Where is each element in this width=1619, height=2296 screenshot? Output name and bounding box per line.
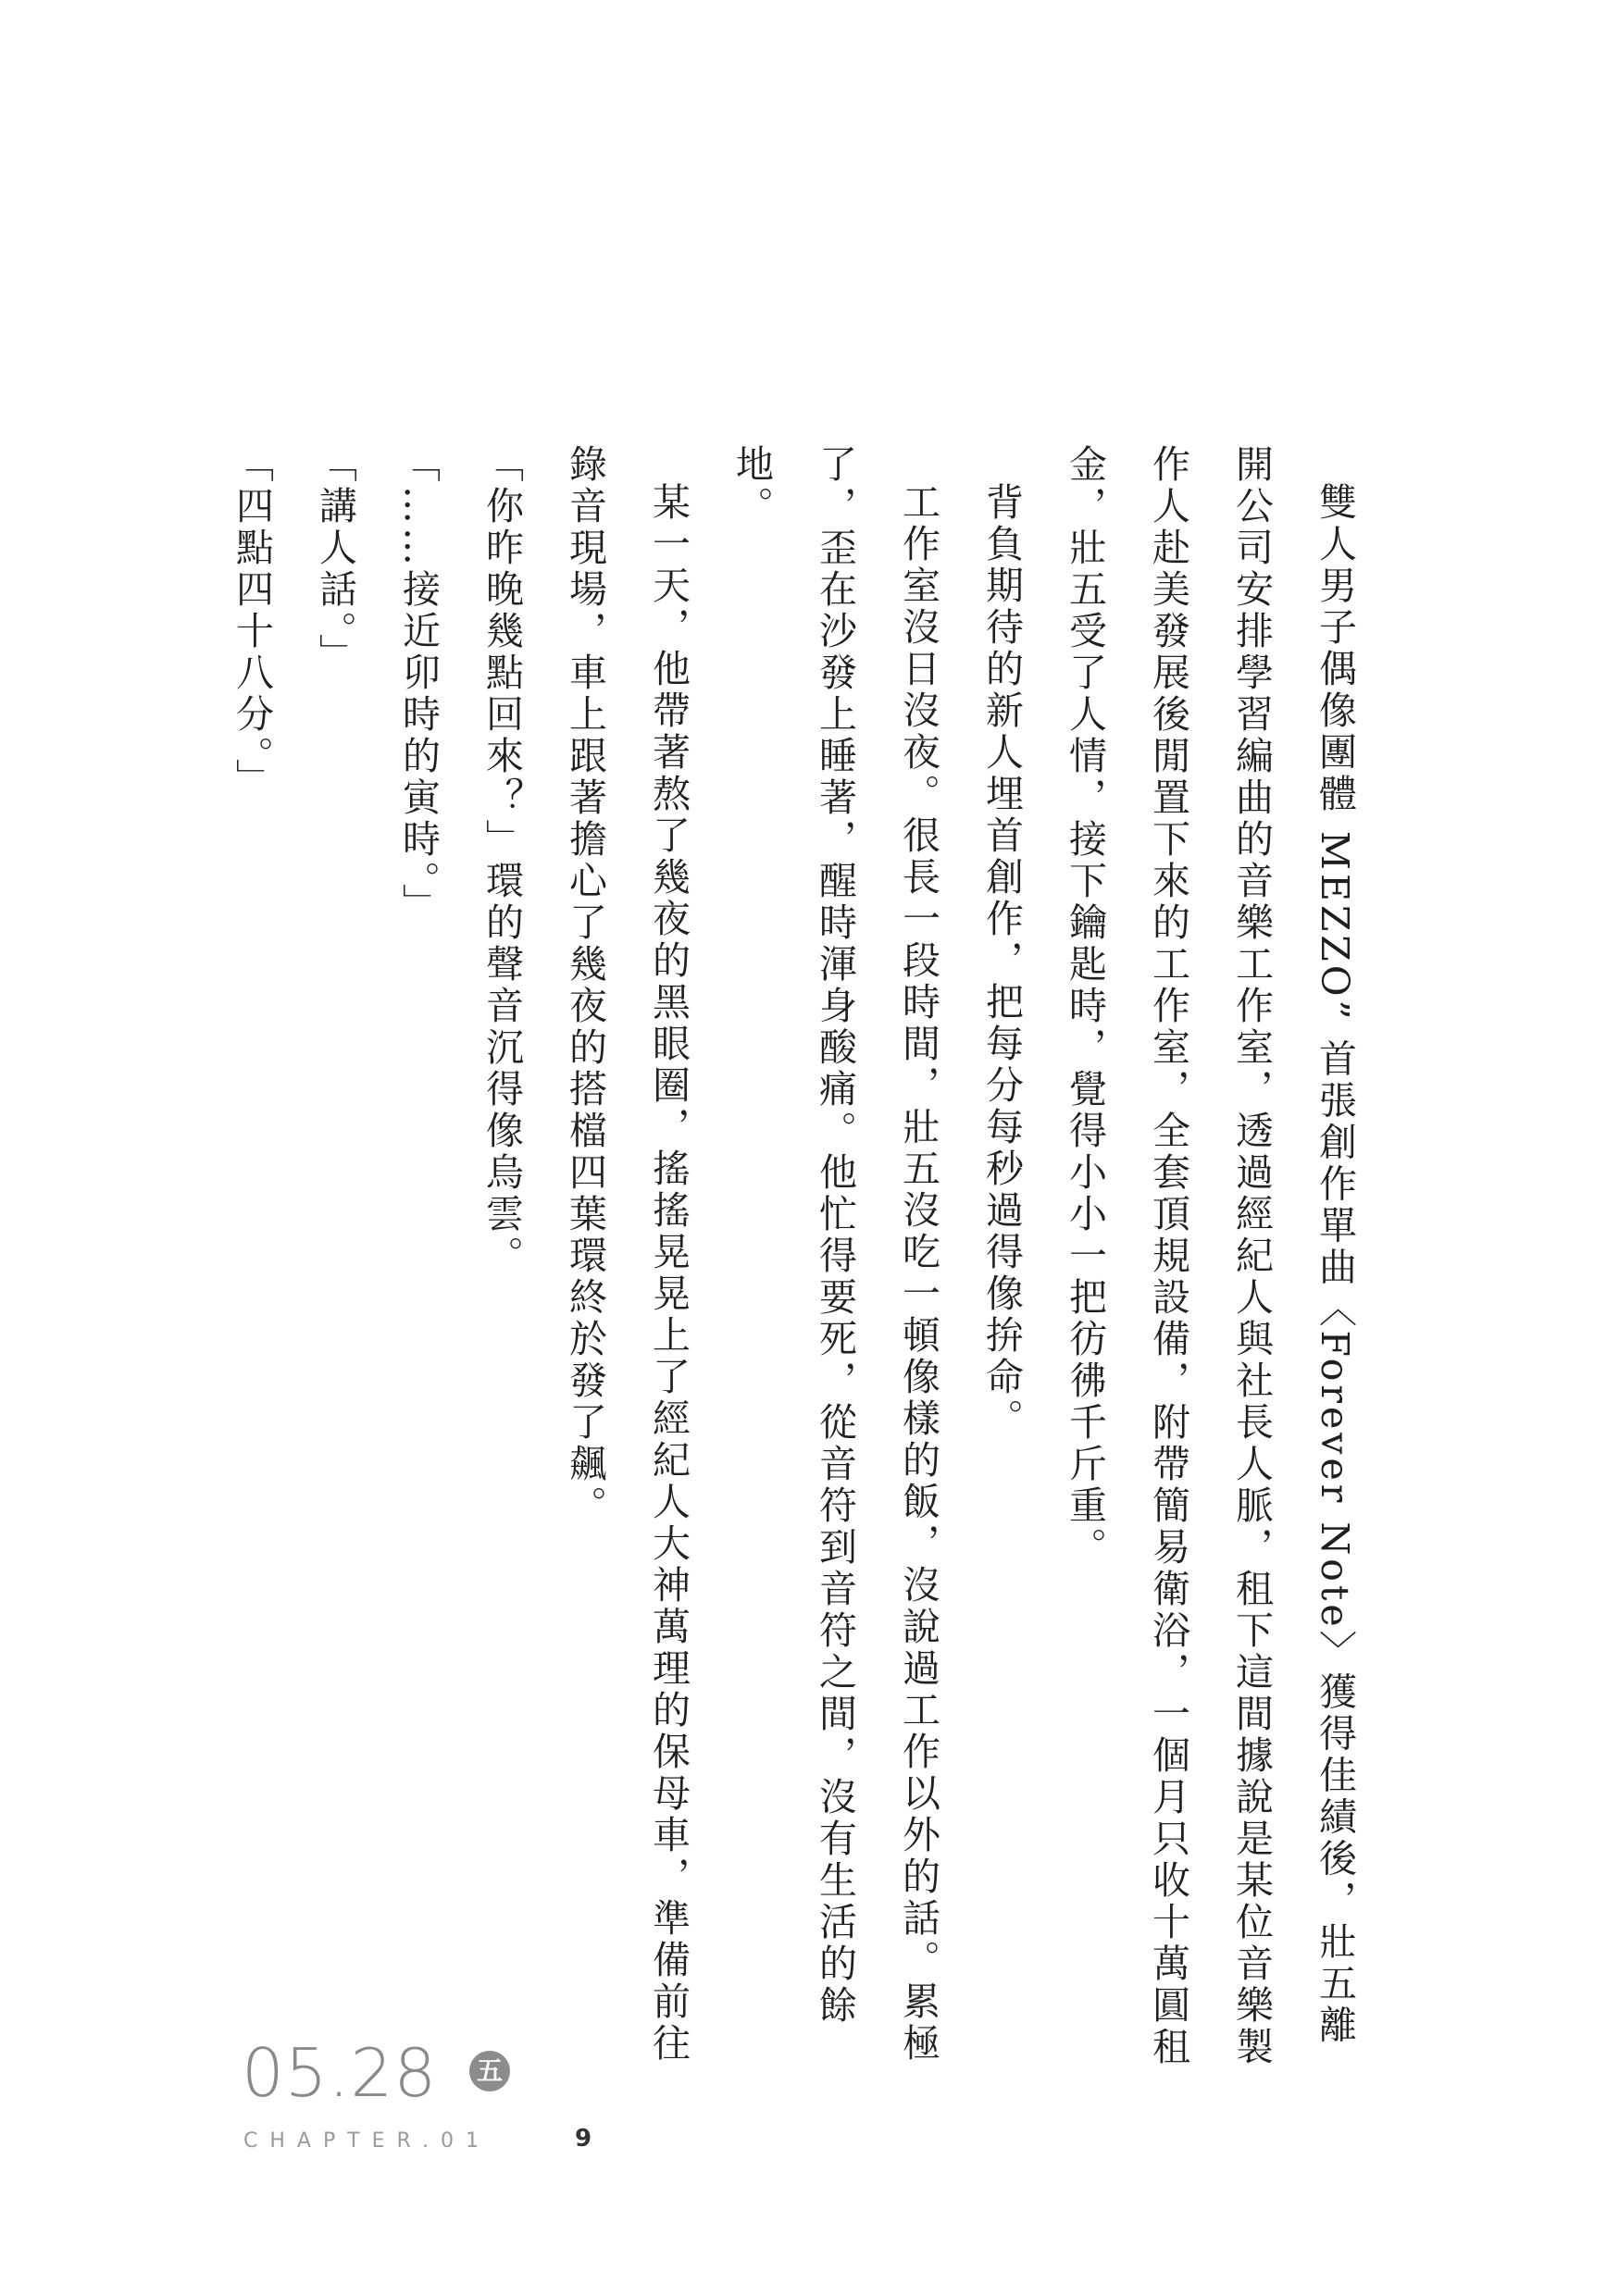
page-number: 9 [575, 2125, 592, 2153]
paragraph-2: 背負期待的新人埋首創作，把每分每秒過得像拚命。 [979, 482, 1024, 1440]
dialogue-2: 「……接近卯時的寅時。」 [396, 444, 441, 925]
vertical-body-text [210, 444, 1376, 2073]
footer-date: 05.28 [242, 2034, 438, 2112]
weekday-badge: 五 [469, 2051, 510, 2091]
chapter-label: CHAPTER.01 [243, 2129, 492, 2153]
paragraph-3: 工作室沒日沒夜。很長一段時間，壯五沒吃一頓像樣的飯，沒說過工作以外的話。累極了，歪在沙發上睡著，醒時渾身酸痛。他忙得要死，從音符到音符之間，沒有生活的餘地。 [729, 444, 940, 2065]
dialogue-3: 「講人話。」 [313, 444, 357, 676]
dialogue-4: 「四點四十八分。」 [230, 444, 274, 800]
paragraph-1: 雙人男子偶像團體 MEZZO” 首張創作單曲〈Forever Note〉獲得佳績後，壯五離開公司安排學習編曲的音樂工作室，透過經紀人與社長人脈，租下這間據說是某位音樂製作人赴美發展後閒置下來的工作室，全套頂規設備，附帶簡易衛浴，一個月只收十萬圓租金，壯五受了人情，接下鑰匙時，覺得小小一把彷彿千斤重。 [1063, 444, 1357, 2068]
dialogue-1: 「你昨晚幾點回來？」環的聲音沉得像烏雲。 [479, 444, 524, 1277]
paragraph-4: 某一天，他帶著熬了幾夜的黑眼圈，搖搖晃晃上了經紀人大神萬理的保母車，準備前往錄音現場，車上跟著擔心了幾夜的搭檔四葉環終於發了飆。 [563, 444, 691, 2065]
